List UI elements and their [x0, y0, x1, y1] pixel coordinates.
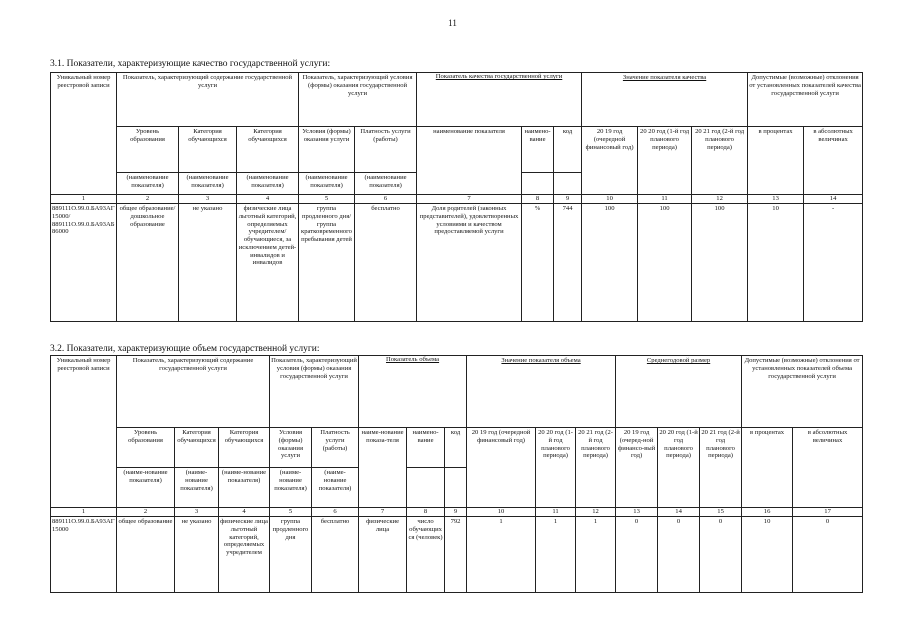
cell-c3: физические лица льготный категорий, определяемых учредителем/ обучающиеся, за исключением детей-инвалидов и инвалидов [237, 204, 299, 322]
colnum: 5 [270, 508, 312, 517]
colnum: 9 [554, 195, 582, 204]
header-content: Показатель, характеризующий содержание государственной услуги [117, 73, 299, 127]
header-c4-pn: (наиме-нование показателя) [270, 468, 312, 508]
colnum: 3 [179, 195, 237, 204]
header-volume-title: Показатель объема [385, 356, 440, 363]
cell-c12: 1 [576, 517, 616, 593]
header-year3: 20 21 год (2-й год планового периода) [692, 127, 748, 195]
cell-c2: не указано [175, 517, 219, 593]
header-c3-pn: (наименование показателя) [237, 173, 299, 195]
section-2-title: 3.2. Показатели, характеризующие объем государственной услуги: [50, 344, 320, 354]
colnum: 14 [658, 508, 700, 517]
header-ayear1: 20 19 год (очеред-ной финансо-вый год) [616, 428, 658, 508]
cell-c11: 100 [638, 204, 692, 322]
cell-c2: не указано [179, 204, 237, 322]
cell-c13: 0 [616, 517, 658, 593]
cell-c8: % [522, 204, 554, 322]
cell-c10: 1 [467, 517, 536, 593]
cell-c5: бесплатно [312, 517, 359, 593]
cell-c5: бесплатно [355, 204, 417, 322]
cell-c11: 1 [536, 517, 576, 593]
colnum: 6 [312, 508, 359, 517]
cell-c7: физические лица [359, 517, 407, 593]
colnum: 1 [51, 508, 117, 517]
cell-c17: 0 [793, 517, 863, 593]
table-row [51, 204, 863, 322]
colnum: 12 [576, 508, 616, 517]
header-c2: Категория обучающихся [175, 428, 219, 468]
header-c1: Уровень образования [117, 127, 179, 173]
header-c3: Категория обучающихся [219, 428, 270, 468]
colnum: 2 [117, 508, 175, 517]
header-dev-pct: в процентах [742, 428, 793, 508]
colnum: 8 [407, 508, 445, 517]
header-quality [417, 73, 582, 127]
cell-c4: группа продленного дня/ группа кратковременного пребывания детей [299, 204, 355, 322]
colnum: 7 [359, 508, 407, 517]
header-year3: 20 21 год (2-й год планового периода) [576, 428, 616, 508]
colnum: 1 [51, 195, 117, 204]
header-code-blank [445, 468, 467, 508]
header-c2: Категория обучающихся [179, 127, 237, 173]
header-c4-pn: (наименование показателя) [299, 173, 355, 195]
header-unit-blank [407, 468, 445, 508]
cell-c15: 0 [700, 517, 742, 593]
quality-table [50, 72, 863, 322]
header-c1: Уровень образования [117, 428, 175, 468]
colnum: 10 [582, 195, 638, 204]
colnum: 12 [692, 195, 748, 204]
colnum: 8 [522, 195, 554, 204]
cell-c7: Доля родителей (законных представителей), удовлетворенных условиями и качеством предоставляемой услуги [417, 204, 522, 322]
header-value: Значение показателя качества [582, 73, 748, 127]
header-c3: Категория обучающихся [237, 127, 299, 173]
cell-c1: общее образование [117, 517, 175, 593]
section-1-title: 3.1. Показатели, характеризующие качество государственной услуги: [50, 59, 331, 69]
header-c1-pn: (наиме-нование показателя) [117, 468, 175, 508]
header-unit-code: код [554, 127, 582, 173]
header-volume [359, 356, 467, 428]
header-avg: Среднегодовой размер [616, 356, 742, 428]
header-value: Значение показателя объема [467, 356, 616, 428]
cell-c4: группа продленного дня [270, 517, 312, 593]
cell-c1: общее образование/ дошкольное образование [117, 204, 179, 322]
header-year1: 20 19 год (очередной финансовый год) [467, 428, 536, 508]
table-row [51, 517, 863, 593]
cell-c10: 100 [582, 204, 638, 322]
header-year2: 20 20 год (1-й год планового периода) [536, 428, 576, 508]
colnum: 4 [237, 195, 299, 204]
cell-c14: 0 [658, 517, 700, 593]
header-c4: Условия (формы) оказания услуги [270, 428, 312, 468]
colnum: 9 [445, 508, 467, 517]
colnum: 13 [616, 508, 658, 517]
header-c2-pn: (наиме-нование показателя) [175, 468, 219, 508]
colnum: 4 [219, 508, 270, 517]
header-c5: Платность услуги (работы) [312, 428, 359, 468]
header-c5-pn: (наименование показателя) [355, 173, 417, 195]
colnum: 3 [175, 508, 219, 517]
header-dev-abs: в абсолютных величинах [793, 428, 863, 508]
header-unit-name: наимено-вание [407, 428, 445, 468]
header-c5-pn: (наиме-нование показателя) [312, 468, 359, 508]
header-code-blank [554, 173, 582, 195]
colnum: 17 [793, 508, 863, 517]
header-ayear3: 20 21 год (2-й год планового периода) [700, 428, 742, 508]
header-c5: Платность услуги (работы) [355, 127, 417, 173]
header-c3-pn: (наиме-нование показателя) [219, 468, 270, 508]
cell-unique: 889111О.99.0.БА93АГ15000/ 889111О.99.0.БА93АБ86000 [51, 204, 117, 322]
header-quality-name: наименование показателя [417, 127, 522, 195]
cell-c3: физические лица льготный категорий, определяемых учредителем [219, 517, 270, 593]
column-numbers-row [51, 508, 863, 517]
header-deviation: Допустимые (возможные) отклонения от установленных показателей объема государственной услуги [742, 356, 863, 428]
cell-c12: 100 [692, 204, 748, 322]
header-unique: Уникальный номер реестровой записи [51, 73, 117, 195]
header-unique: Уникальный номер реестровой записи [51, 356, 117, 508]
header-unit-name: наимено-вание [522, 127, 554, 173]
cell-c8: число обучающихся (человек) [407, 517, 445, 593]
colnum: 13 [748, 195, 804, 204]
cell-unique: 889111О.99.0.БА93АГ15000 [51, 517, 117, 593]
header-quality-title: Показатель качества государственной услуги [435, 73, 563, 80]
column-numbers-row [51, 195, 863, 204]
cell-c14: - [804, 204, 863, 322]
cell-c9: 744 [554, 204, 582, 322]
header-year1: 20 19 год (очередной финансовый год) [582, 127, 638, 195]
header-dev-pct: в процентах [748, 127, 804, 195]
header-conditions: Показатель, характеризующий условия (формы) оказания государственной услуги [270, 356, 359, 428]
colnum: 15 [700, 508, 742, 517]
header-c2-pn: (наименование показателя) [179, 173, 237, 195]
colnum: 16 [742, 508, 793, 517]
colnum: 2 [117, 195, 179, 204]
colnum: 11 [638, 195, 692, 204]
colnum: 11 [536, 508, 576, 517]
header-unit-code: код [445, 428, 467, 468]
header-ayear2: 20 20 год (1-й год планового периода) [658, 428, 700, 508]
header-content: Показатель, характеризующий содержание государственной услуги [117, 356, 270, 428]
header-c4: Условия (формы) оказания услуги [299, 127, 355, 173]
volume-table [50, 355, 863, 593]
colnum: 7 [417, 195, 522, 204]
colnum: 5 [299, 195, 355, 204]
cell-c9: 792 [445, 517, 467, 593]
colnum: 10 [467, 508, 536, 517]
header-c1-pn: (наименование показателя) [117, 173, 179, 195]
cell-c16: 10 [742, 517, 793, 593]
page-number: 11 [448, 18, 457, 28]
header-conditions: Показатель, характеризующий условия (формы) оказания государственной услуги [299, 73, 417, 127]
header-dev-abs: в абсолютных величинах [804, 127, 863, 195]
cell-c13: 10 [748, 204, 804, 322]
header-deviation: Допустимые (возможные) отклонения от установленных показателей качества государственной услуги [748, 73, 863, 127]
header-vol-name: наиме-нование показа-теля [359, 428, 407, 508]
colnum: 6 [355, 195, 417, 204]
header-year2: 20 20 год (1-й год планового периода) [638, 127, 692, 195]
colnum: 14 [804, 195, 863, 204]
header-unit-blank [522, 173, 554, 195]
